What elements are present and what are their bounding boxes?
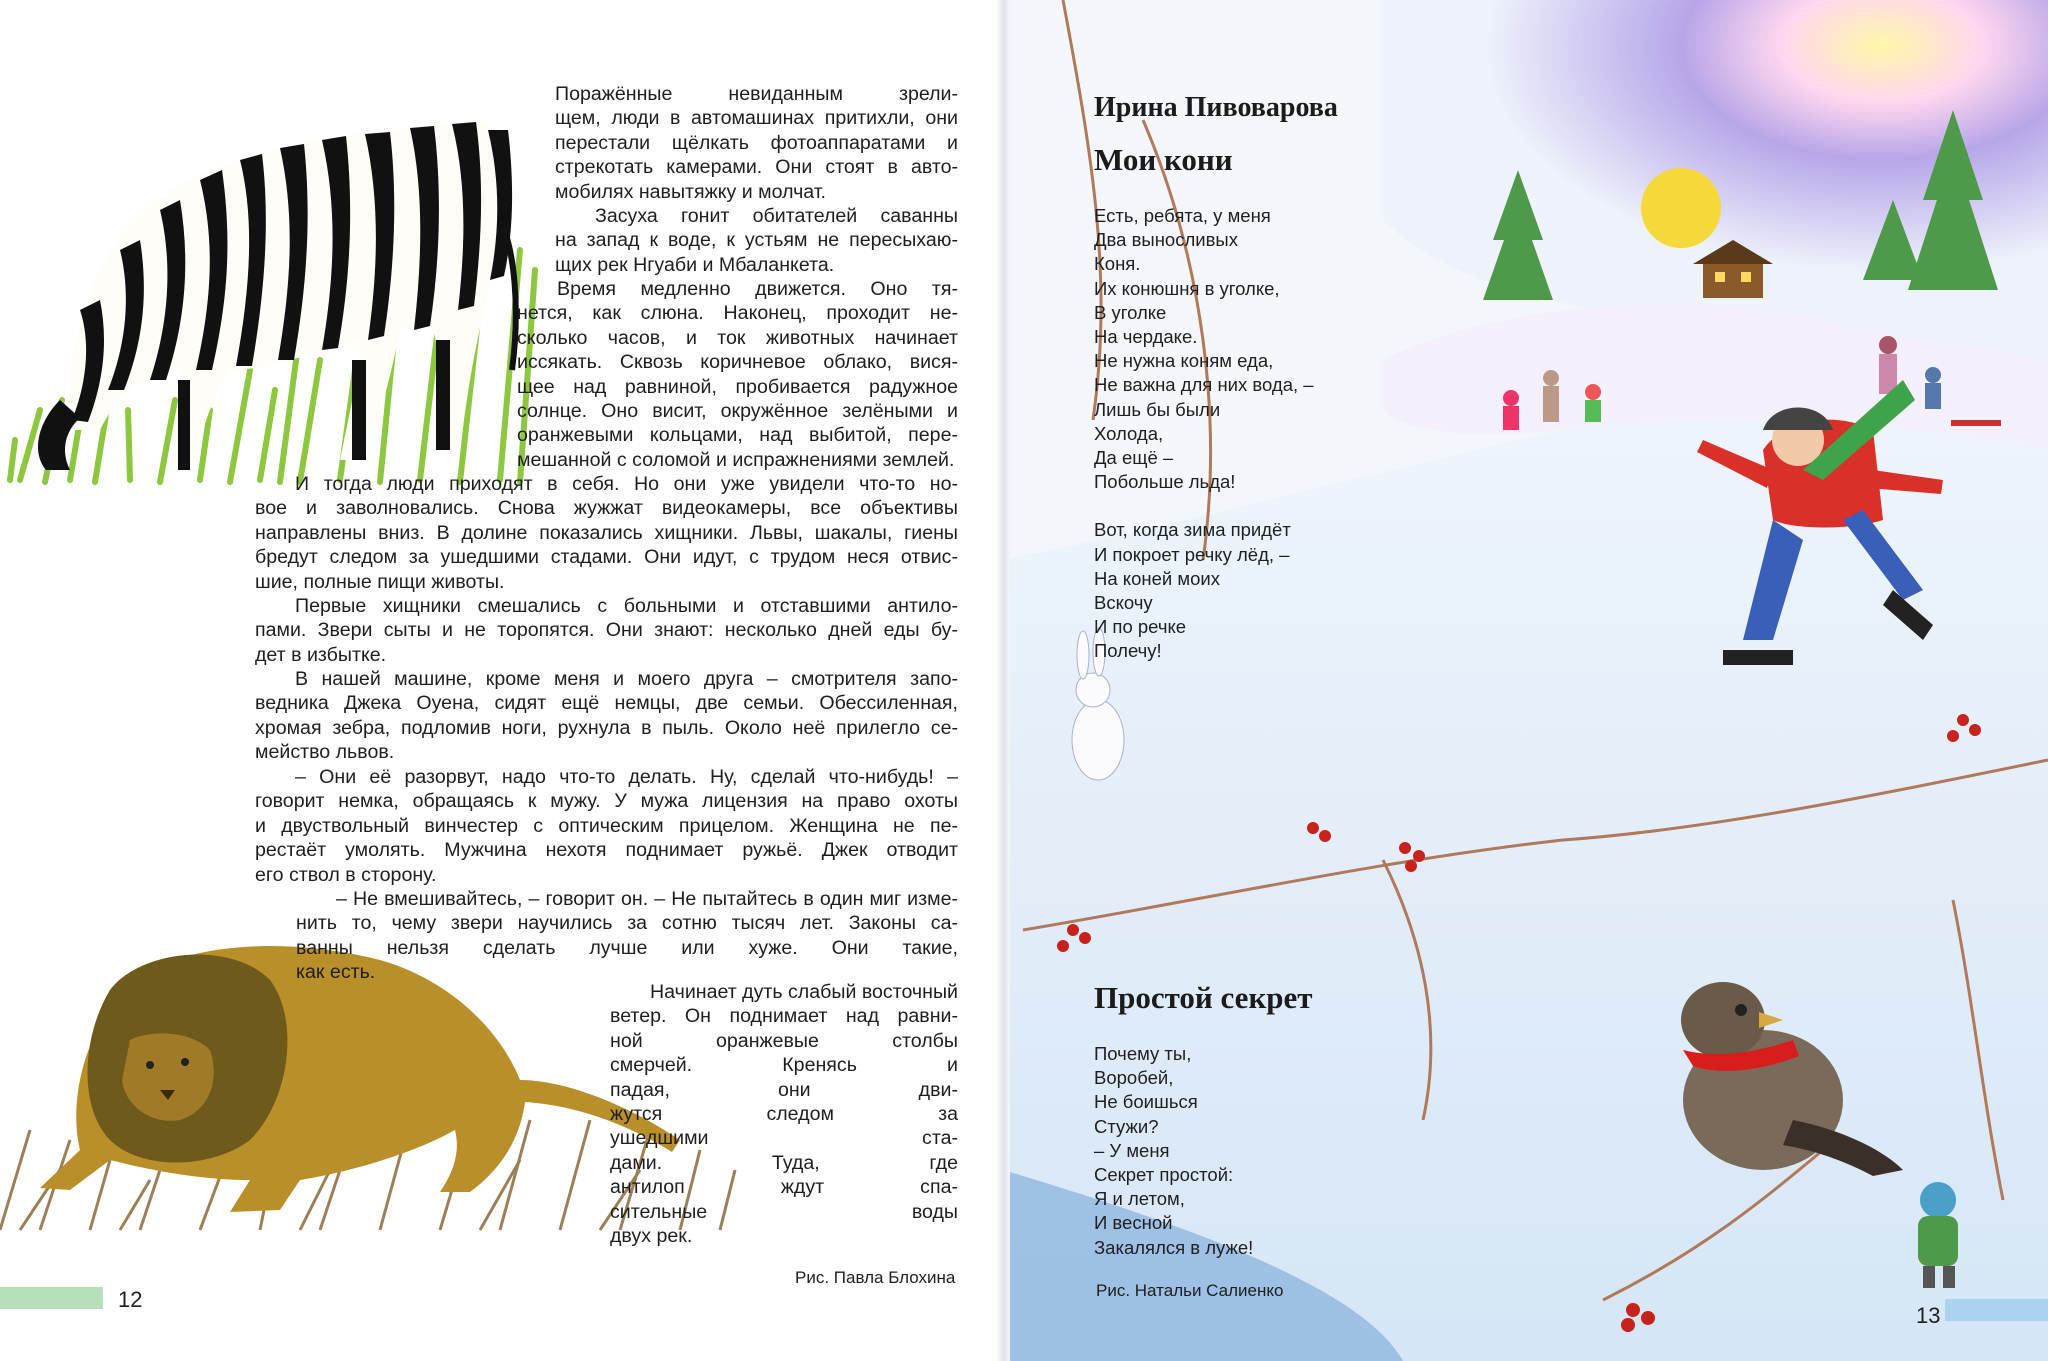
text-line: антилоп ждут спа- (610, 1176, 958, 1199)
text-line: иссякать. Сквозь коричневое облако, вися- (517, 351, 958, 374)
poem-line: На коней моих (1094, 567, 1220, 589)
poem-line: Лишь бы были (1094, 398, 1221, 420)
text-line: сительные воды (610, 1200, 958, 1223)
page-color-bar (0, 1287, 103, 1309)
poem-line: Их конюшня в уголке, (1094, 277, 1280, 299)
text-line: мешанной с соломой и испражнениями землей. (517, 448, 955, 471)
text-line: мейство львов. (255, 741, 395, 764)
text-line: жутся следом за (610, 1103, 958, 1126)
poem-line: Воробей, (1094, 1067, 1174, 1089)
poem-line: И покроет речку лёд, – (1094, 543, 1290, 565)
text-line: И тогда люди приходят в себя. Но они уже увидели что-то но- (295, 473, 958, 495)
text-paragraph (255, 765, 958, 887)
poem-line: – У меня (1094, 1139, 1170, 1161)
text-paragraph (555, 82, 958, 204)
text-line: В нашей машине, кроме меня и моего друга – смотрителя запо- (295, 668, 958, 690)
text-line: перестали щёлкать фотоаппаратами и (555, 131, 958, 154)
stanza-gap (1094, 494, 1314, 518)
text-line: пами. Звери сыты и не торопятся. Они знают: несколько дней еды бу- (255, 619, 958, 642)
text-line: Первые хищники смешались с больными и отставшими антило- (295, 595, 958, 617)
text-line: дет в избытке. (255, 643, 387, 666)
text-line: двух рек. (610, 1225, 693, 1248)
text-line: хромая зебра, подломив ноги, рухнула в пыль. Около неё прилегло се- (255, 716, 958, 739)
poem-line: Я и летом, (1094, 1188, 1185, 1210)
poem-line: Побольше льда! (1094, 471, 1236, 493)
poem-title: Мои кони (1094, 142, 1233, 177)
text-line: Засуха гонит обитателей саванны (595, 205, 958, 227)
poem-line: Вскочу (1094, 592, 1153, 614)
book-spine (996, 0, 1010, 1361)
text-line: как есть. (296, 961, 376, 984)
text-paragraph (610, 980, 958, 1248)
text-line: бредут следом за ушедшими стадами. Они идут, с трудом неся отвис- (255, 546, 958, 569)
poem-line: Два выносливых (1094, 229, 1238, 251)
left-page (0, 0, 1003, 1361)
poem-line: Не нужна коням еда, (1094, 350, 1274, 372)
text-line: мобилях навытяжку и молчат. (555, 180, 827, 203)
text-line: ушедшими ста- (610, 1127, 958, 1150)
text-line: щих рек Нгуаби и Мбаланкета. (555, 253, 835, 276)
text-line: шие, полные пищи животы. (255, 570, 505, 593)
poem-line: Есть, ребята, у меня (1094, 205, 1271, 226)
poem-line: Почему ты, (1094, 1043, 1192, 1064)
text-line: на запад к воде, к устьям не пересыхаю- (555, 229, 958, 252)
text-paragraph (555, 204, 958, 277)
poem-line: Секрет простой: (1094, 1164, 1234, 1186)
text-paragraph (255, 667, 958, 765)
poem-line: На чердаке. (1094, 326, 1198, 348)
poem-line: Полечу! (1094, 640, 1162, 662)
text-line: смерчей. Кренясь и (610, 1054, 958, 1077)
text-paragraph (255, 594, 958, 667)
poem-line: Да ещё – (1094, 447, 1174, 469)
text-line: дами. Туда, где (610, 1151, 958, 1174)
poem-line: Вот, когда зима придёт (1094, 519, 1291, 541)
text-line: его ствол в сторону. (255, 863, 437, 886)
poem-text (1094, 204, 1314, 664)
illustration-credit: Рис. Натальи Салиенко (1096, 1281, 1284, 1300)
poem-title: Простой секрет (1094, 980, 1313, 1015)
text-line: направлены вниз. В долине показались хищники. Львы, шакалы, гиены (255, 521, 958, 544)
text-line: ной оранжевые столбы (610, 1029, 958, 1052)
text-line: солнце. Оно висит, окружённое зелёными и (517, 400, 958, 423)
page-number: 13 (1916, 1303, 1941, 1328)
text-line: сколько часов, и ток животных начинает (517, 326, 958, 349)
page-color-bar (1945, 1299, 2048, 1321)
text-line: щем, люди в автомашинах притихли, они (555, 107, 958, 130)
poem-line: Не важна для них вода, – (1094, 374, 1314, 396)
text-line: Начинает дуть слабый восточный (650, 981, 958, 1003)
text-line: ветер. Он поднимает над равни- (610, 1005, 958, 1028)
text-line: вое и заволновались. Снова жужжат видеокамеры, все объективы (255, 497, 958, 520)
text-line: Время медленно движется. Оно тя- (557, 278, 958, 300)
text-line: – Они её разорвут, надо что-то делать. Ну, сделай что-нибудь! – (295, 766, 958, 788)
text-line: нется, как слюна. Наконец, проходит не- (517, 302, 958, 325)
text-line: – Не вмешивайтесь, – говорит он. – Не пытайтесь в один миг изме- (336, 888, 958, 910)
zebra-illustration (0, 70, 540, 490)
text-line: рестаёт умолять. Мужчина нехотя поднимает ружьё. Джек отводит (255, 839, 958, 862)
poem-line: И весной (1094, 1212, 1173, 1234)
illustration-credit: Рис. Павла Блохина (795, 1268, 956, 1287)
text-line: нить то, чему звери научились за сотню тысяч лет. Законы са- (296, 912, 958, 935)
poem-line: Коня. (1094, 253, 1141, 275)
text-paragraph (255, 472, 958, 594)
text-line: оранжевыми кольцами, над выбитой, пере- (517, 424, 958, 447)
text-line: ведника Джека Оуена, сидят ещё немцы, две семьи. Обессиленная, (255, 692, 958, 715)
text-line: ванны нельзя сделать лучше или хуже. Они такие, (296, 936, 958, 959)
text-paragraph (296, 887, 958, 985)
poem-line: Холода, (1094, 422, 1164, 444)
text-line: стрекотать камерами. Они стоят в авто- (555, 156, 958, 179)
text-line: щее над равниной, пробивается радужное (517, 375, 958, 398)
text-line: Поражённые невиданным зрели- (555, 83, 958, 105)
text-paragraph (517, 277, 958, 472)
poem-line: Закалялся в луже! (1094, 1236, 1254, 1258)
poem-text (1094, 1042, 1253, 1260)
right-page (1003, 0, 2048, 1361)
page-number: 12 (118, 1287, 143, 1312)
text-line: и двуствольный винчестер с оптическим прицелом. Женщина не пе- (255, 814, 958, 837)
poem-line: В уголке (1094, 301, 1167, 323)
poem-line: И по речке (1094, 616, 1187, 638)
poem-author: Ирина Пивоварова (1094, 92, 1338, 123)
poem-line: Стужи? (1094, 1115, 1159, 1137)
text-line: падая, они дви- (610, 1078, 958, 1101)
text-line: говорит немка, обращаясь к мужу. У мужа лицензия на право охоты (255, 790, 958, 813)
poem-line: Не боишься (1094, 1091, 1198, 1113)
